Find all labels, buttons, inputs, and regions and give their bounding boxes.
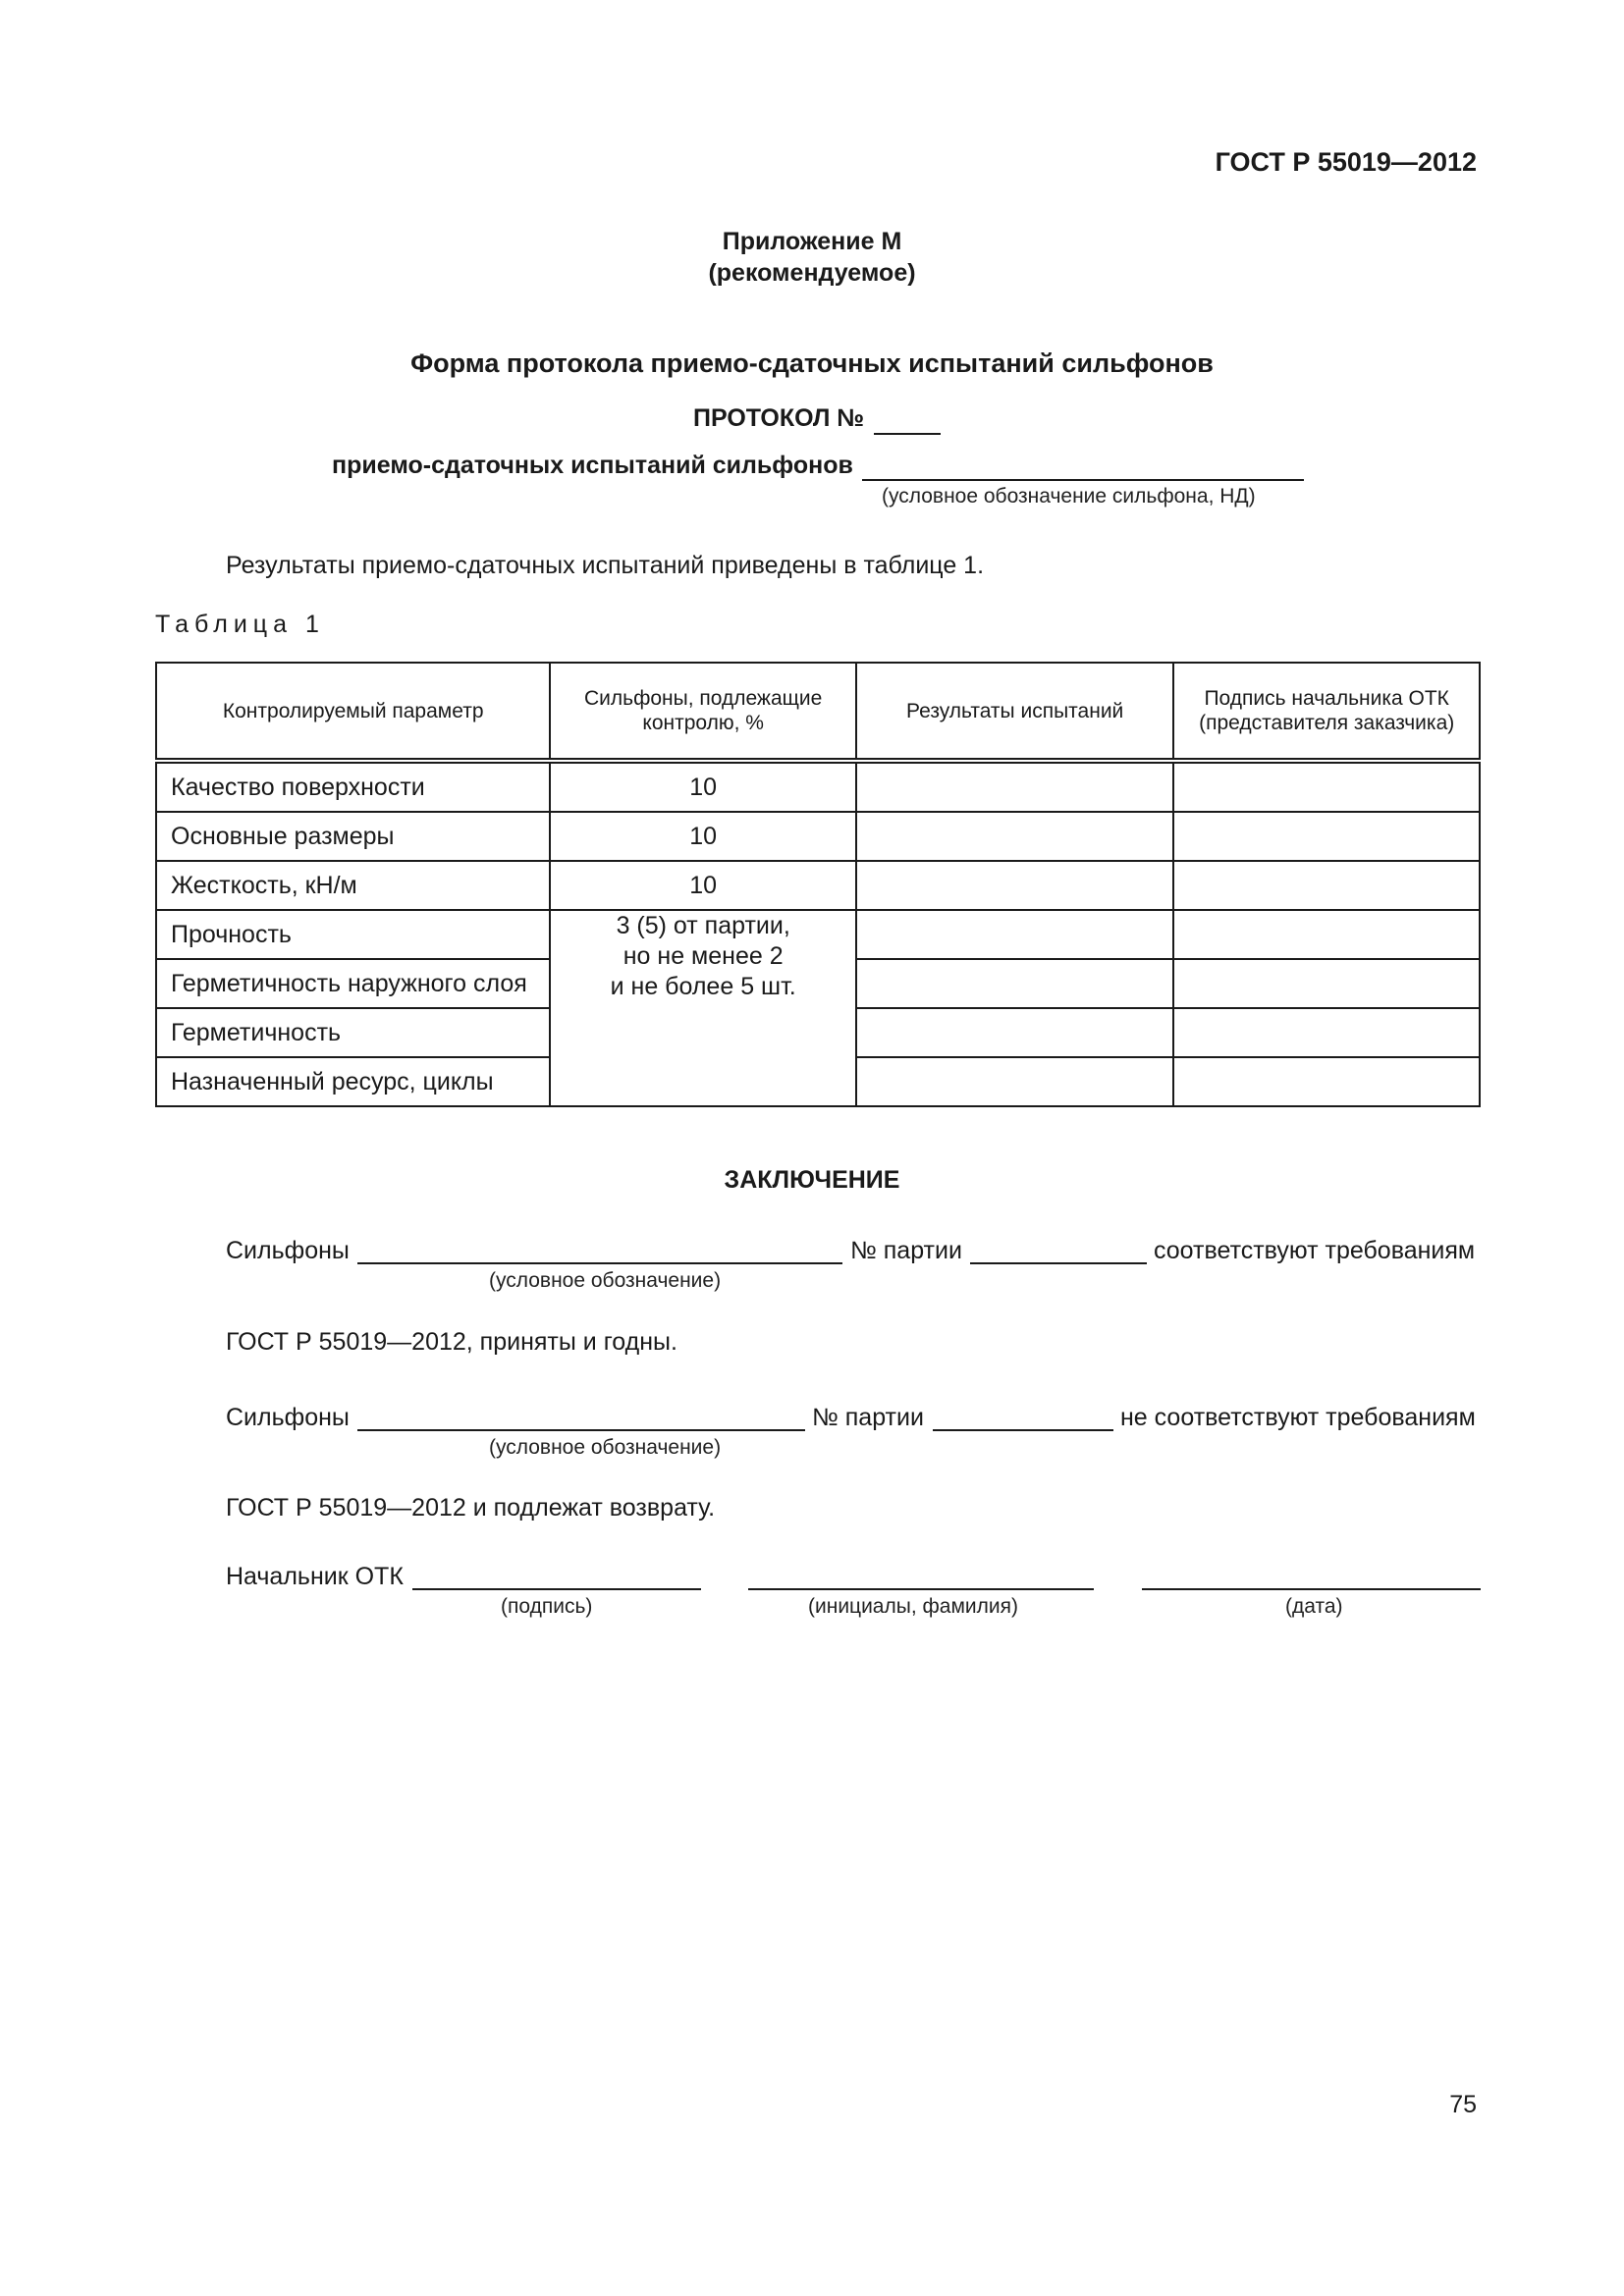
sample-size-line: и не более 5 шт. (610, 973, 796, 1000)
accepted-tail: соответствуют требованиям (1154, 1237, 1476, 1264)
header-percent: Сильфоны, подлежащие контролю, % (550, 663, 856, 761)
signature-cell[interactable] (1173, 1008, 1480, 1057)
percent-cell: 10 (550, 812, 856, 861)
rejected-tail: не соответствуют требованиям (1120, 1404, 1476, 1431)
document-code: ГОСТ Р 55019—2012 (1215, 147, 1477, 177)
percent-cell: 10 (550, 761, 856, 812)
parameter-cell: Герметичность наружного слоя (156, 959, 550, 1008)
parameter-cell: Назначенный ресурс, циклы (156, 1057, 550, 1106)
sample-size-cell (550, 910, 856, 1106)
rejected-designation-blank[interactable] (357, 1429, 805, 1431)
sample-size-line: 3 (5) от партии, (616, 912, 790, 939)
parameter-cell: Основные размеры (156, 812, 550, 861)
date-hint: (дата) (1285, 1595, 1343, 1618)
name-blank[interactable] (748, 1588, 1094, 1590)
accepted-batch-blank[interactable] (970, 1262, 1147, 1264)
signature-cell[interactable] (1173, 861, 1480, 910)
percent-cell: 10 (550, 861, 856, 910)
result-cell[interactable] (856, 1008, 1173, 1057)
result-cell[interactable] (856, 812, 1173, 861)
appendix-subtitle: (рекомендуемое) (708, 259, 916, 287)
results-table (155, 662, 1481, 1107)
accepted-designation-blank[interactable] (357, 1262, 842, 1264)
header-signature: Подпись начальника ОТК (представителя заказчика) (1173, 663, 1480, 761)
otk-head-label: Начальник ОТК (226, 1563, 404, 1590)
table-header-row (156, 663, 1480, 761)
signature-cell[interactable] (1173, 761, 1480, 812)
header-parameter: Контролируемый параметр (156, 663, 550, 761)
accepted-designation-hint: (условное обозначение) (489, 1269, 722, 1292)
protocol-number-label: ПРОТОКОЛ № (693, 404, 865, 432)
accepted-label: Сильфоны (226, 1237, 350, 1264)
parameter-cell: Прочность (156, 910, 550, 959)
page-number: 75 (1449, 2091, 1477, 2118)
name-hint: (инициалы, фамилия) (808, 1595, 1018, 1618)
signature-cell[interactable] (1173, 812, 1480, 861)
protocol-subject-label: приемо-сдаточных испытаний сильфонов (332, 452, 853, 479)
signature-blank[interactable] (412, 1588, 701, 1590)
parameter-cell: Качество поверхности (156, 761, 550, 812)
date-blank[interactable] (1142, 1588, 1481, 1590)
accepted-batch-label: № партии (850, 1237, 962, 1264)
protocol-number-blank[interactable] (874, 433, 941, 435)
parameter-cell: Жесткость, кН/м (156, 861, 550, 910)
rejected-batch-blank[interactable] (933, 1429, 1113, 1431)
signature-cell[interactable] (1173, 959, 1480, 1008)
form-title: Форма протокола приемо-сдаточных испытаний сильфонов (410, 348, 1214, 378)
bellows-designation-blank[interactable] (862, 479, 1304, 481)
signature-cell[interactable] (1173, 910, 1480, 959)
rejected-label: Сильфоны (226, 1404, 350, 1431)
rejected-designation-hint: (условное обозначение) (489, 1436, 722, 1459)
result-cell[interactable] (856, 761, 1173, 812)
result-cell[interactable] (856, 1057, 1173, 1106)
accepted-continuation: ГОСТ Р 55019—2012, приняты и годны. (226, 1328, 677, 1356)
sample-size-line: но не менее 2 (623, 942, 784, 970)
rejected-continuation: ГОСТ Р 55019—2012 и подлежат возврату. (226, 1494, 716, 1522)
table-row (156, 812, 1480, 861)
signature-hint: (подпись) (501, 1595, 593, 1618)
result-cell[interactable] (856, 959, 1173, 1008)
signature-cell[interactable] (1173, 1057, 1480, 1106)
bellows-designation-hint: (условное обозначение сильфона, НД) (882, 485, 1256, 507)
table-row (156, 761, 1480, 812)
result-cell[interactable] (856, 861, 1173, 910)
table-row (156, 861, 1480, 910)
header-results: Результаты испытаний (856, 663, 1173, 761)
result-cell[interactable] (856, 910, 1173, 959)
intro-text: Результаты приемо-сдаточных испытаний приведены в таблице 1. (226, 552, 985, 579)
conclusion-title: ЗАКЛЮЧЕНИЕ (724, 1166, 900, 1194)
rejected-batch-label: № партии (812, 1404, 924, 1431)
parameter-cell: Герметичность (156, 1008, 550, 1057)
appendix-title: Приложение М (722, 228, 902, 255)
table-caption: Таблица 1 (155, 611, 325, 638)
table-row (156, 910, 1480, 959)
